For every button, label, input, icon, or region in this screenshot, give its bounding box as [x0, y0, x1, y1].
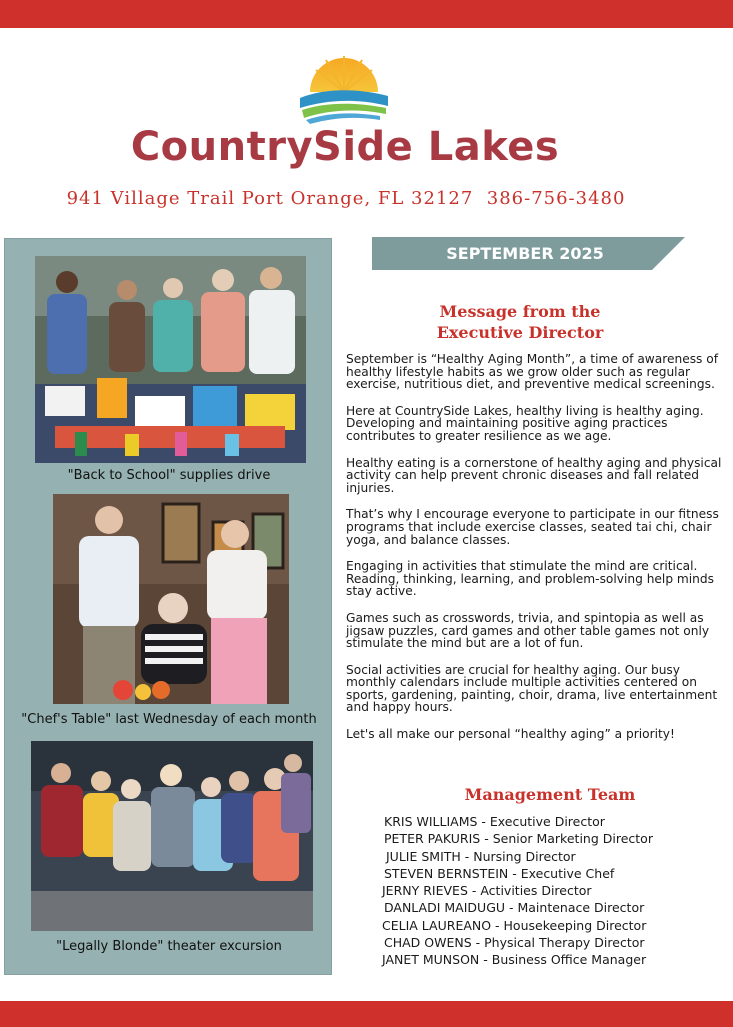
message-paragraph: Social activities are crucial for healthy aging. Our busy monthly calendars include multiple activities centered on sports, gardening, painting, choir, drama, live entertainment and happy hours.: [346, 662, 718, 715]
team-member: DANLADI MAIDUGU - Maintenace Director: [384, 900, 645, 916]
school-supplies-photo: [35, 256, 306, 463]
address-line: 941 Village Trail Port Orange, FL 32127 386-756-3480: [66, 188, 626, 209]
message-paragraph: Healthy eating is a cornerstone of healthy aging and physical activity can help prevent chronic diseases and fall related injuries.: [346, 455, 722, 495]
team-member: STEVEN BERNSTEIN - Executive Chef: [384, 865, 615, 881]
message-paragraph: Games such as crosswords, trivia, and spintopia as well as jigsaw puzzles, card games and other table games not only stimulate the mind but are a lot of fun.: [346, 610, 710, 651]
brand-name: CountrySide Lakes: [130, 124, 560, 170]
sun-lake-logo-icon: [296, 52, 392, 126]
month-banner: [372, 237, 685, 270]
bottom-red-band: [0, 1001, 733, 1027]
team-member: CHAD OWENS - Physical Therapy Director: [384, 935, 645, 951]
management-list: [382, 813, 712, 969]
photo-caption-3: "Legally Blonde" theater excursion: [56, 939, 282, 954]
month-label: SEPTEMBER 2025: [446, 244, 604, 263]
team-member: PETER PAKURIS - Senior Marketing Director: [384, 831, 653, 847]
theater-excursion-photo: [31, 741, 313, 931]
management-title: Management Team: [464, 785, 636, 804]
photo-panel: [4, 238, 332, 975]
photo-caption-2: "Chef's Table" last Wednesday of each month: [21, 712, 317, 727]
team-member: CELIA LAUREANO - Housekeeping Director: [382, 917, 647, 933]
message-title: [395, 301, 645, 343]
message-paragraph: That’s why I encourage everyone to participate in our fitness programs that include exercise classes, seated tai chi, chair yoga, and balance classes.: [346, 507, 719, 547]
message-paragraph: September is “Healthy Aging Month”, a time of awareness of healthy lifestyle habits as we grow older such as regular exercise, nutritious diet, and preventive medical screenings.: [346, 352, 719, 392]
top-red-band: [0, 0, 733, 28]
chefs-table-photo: [53, 494, 289, 704]
team-member: JERNY RIEVES - Activities Director: [382, 883, 592, 899]
team-member: JANET MUNSON - Business Office Manager: [382, 952, 647, 968]
team-member: KRIS WILLIAMS - Executive Director: [384, 814, 605, 829]
message-body: [346, 353, 728, 755]
message-paragraph: Here at CountrySide Lakes, healthy living is healthy aging. Developing and maintaining positive aging practices contributes to greater resilience as we age.: [346, 403, 704, 443]
message-paragraph: Let's all make our personal “healthy aging” a priority!: [346, 727, 675, 742]
message-title-line1: Message from the: [439, 302, 601, 321]
team-member: JULIE SMITH - Nursing Director: [386, 848, 576, 864]
message-title-line2: Executive Director: [436, 323, 604, 342]
message-paragraph: Engaging in activities that stimulate the mind are critical. Reading, thinking, learning, and problem-solving help minds stay active.: [346, 559, 714, 599]
photo-caption-1: "Back to School" supplies drive: [67, 468, 271, 483]
